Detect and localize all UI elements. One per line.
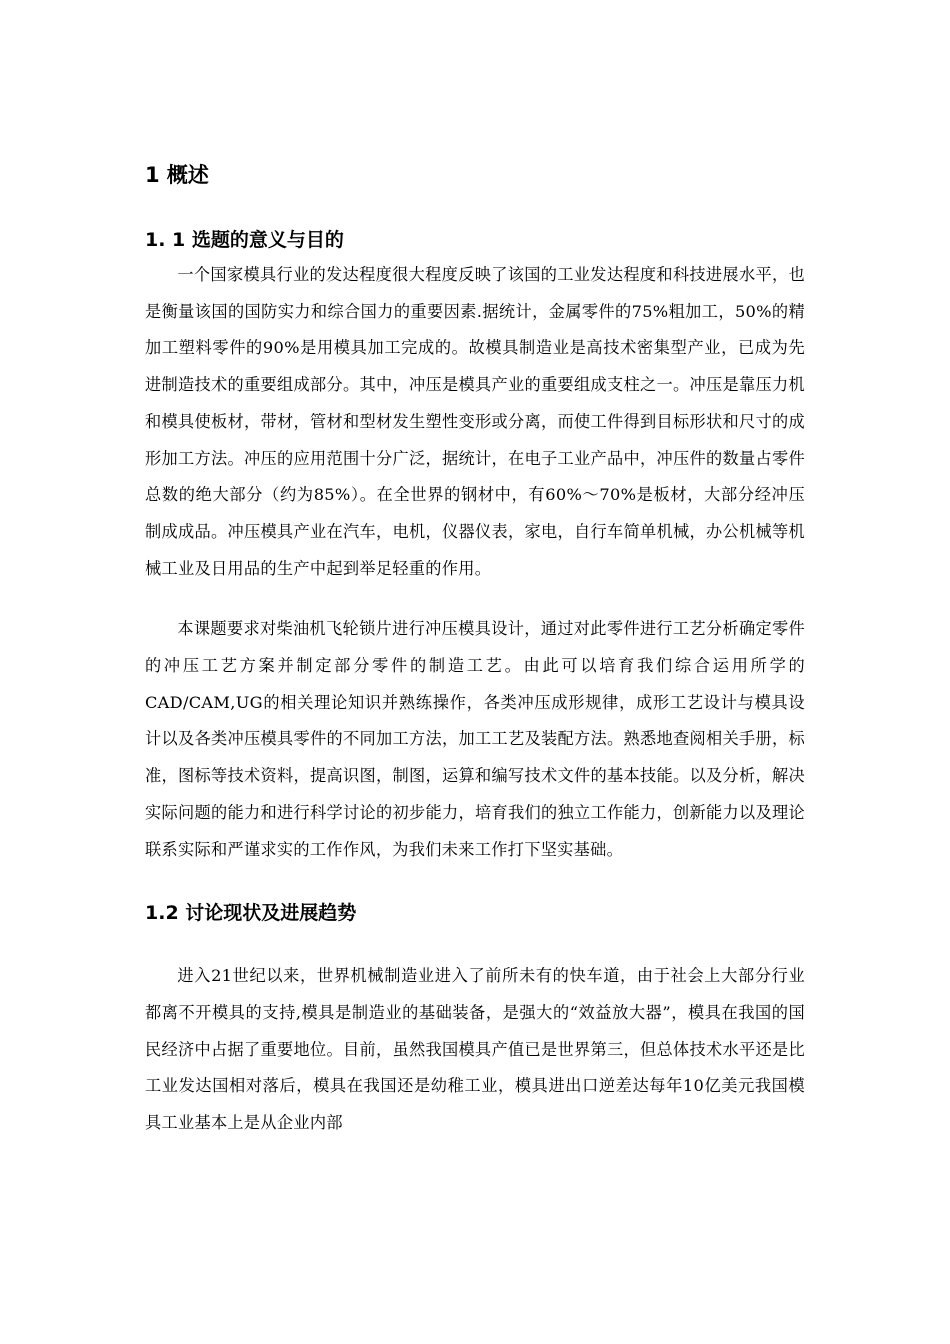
- paragraph-project-goal: 本课题要求对柴油机飞轮锁片进行冲压模具设计，通过对此零件进行工艺分析确定零件的冲压工艺方案并制定部分零件的制造工艺。由此可以培育我们综合运用所学的CAD/CAM,UG的相关理论知识并熟练操作，各类冲压成形规律，成形工艺设计与模具设计以及各类冲压模具零件的不同加工方法，加工工艺及装配方法。熟悉地查阅相关手册，标准，图标等技术资料，提高识图，制图，运算和编写技术文件的基本技能。以及分析，解决实际问题的能力和进行科学讨论的初步能力，培育我们的独立工作能力，创新能力以及理论联系实际和严谨求实的工作作风，为我们未来工作打下坚实基础。: [145, 619, 805, 859]
- paragraph-research-status: 进入21世纪以来，世界机械制造业进入了前所未有的快车道，由于社会上大部分行业都离不开模具的支持,模具是制造业的基础装备，是强大的“效益放大器”，模具在我国的国民经济中占据了重要地位。目前，虽然我国模具产值已是世界第三，但总体技术水平还是比工业发达国相对落后，模具在我国还是幼稚工业，模具进出口逆差达每年10亿美元我国模具工业基本上是从企业内部: [145, 966, 805, 1133]
- chapter-heading: 1 概述: [145, 163, 209, 187]
- section-heading-1-1: 1. 1 选题的意义与目的: [145, 229, 344, 251]
- paragraph-significance: 一个国家模具行业的发达程度很大程度反映了该国的工业发达程度和科技进展水平，也是衡量该国的国防实力和综合国力的重要因素.据统计，金属零件的75%粗加工，50%的精加工塑料零件的90%是用模具加工完成的。故模具制造业是高技术密集型产业，已成为先进制造技术的重要组成部分。其中，冲压是模具产业的重要组成支柱之一。冲压是靠压力机和模具使板材，带材，管材和型材发生塑性变形或分离，而使工件得到目标形状和尺寸的成形加工方法。冲压的应用范围十分广泛，据统计，在电子工业产品中，冲压件的数量占零件总数的绝大部分（约为85%）。在全世界的钢材中，有60%～70%是板材，大部分经冲压制成成品。冲压模具产业在汽车，电机，仪器仪表，家电，自行车简单机械，办公机械等机械工业及日用品的生产中起到举足轻重的作用。: [145, 265, 805, 578]
- section-heading-1-2: 1.2 讨论现状及进展趋势: [145, 902, 357, 925]
- document-body: [145, 157, 805, 1142]
